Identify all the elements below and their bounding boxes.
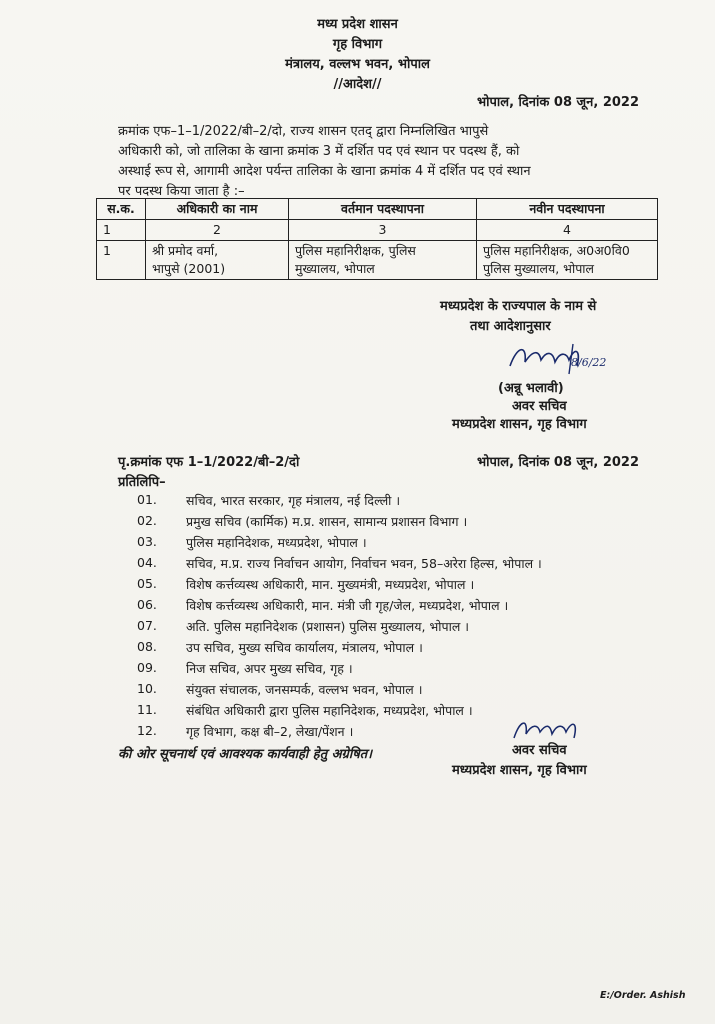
list-item-number: 07. bbox=[137, 618, 157, 633]
signature-date: 8/6/22 bbox=[571, 356, 607, 369]
list-item: विशेष कर्त्तव्यस्थ अधिकारी, मान. मुख्यमंत्री, मध्यप्रदेश, भोपाल । bbox=[186, 577, 475, 592]
list-item-number: 08. bbox=[137, 639, 157, 654]
copy-label: प्रतिलिपि– bbox=[118, 475, 166, 490]
order-para-line: अधिकारी को, जो तालिका के खाना क्रमांक 3 में दर्शित पद एवं स्थान पर पदस्थ हैं, को bbox=[118, 144, 520, 159]
list-item-number: 12. bbox=[137, 723, 157, 738]
list-item-number: 04. bbox=[137, 555, 157, 570]
signatory2-designation: अवर सचिव bbox=[512, 743, 567, 758]
list-item: उप सचिव, मुख्य सचिव कार्यालय, मंत्रालय, भोपाल । bbox=[186, 640, 423, 655]
list-item-number: 06. bbox=[137, 597, 157, 612]
order-para-line: पर पदस्थ किया जाता है :– bbox=[118, 184, 245, 199]
col-header-current: वर्तमान पदस्थापना bbox=[289, 199, 477, 220]
endorsement-date: भोपाल, दिनांक 08 जून, 2022 bbox=[477, 455, 640, 470]
col-number: 3 bbox=[289, 220, 477, 241]
list-item-number: 02. bbox=[137, 513, 157, 528]
order-para-line: अस्थाई रूप से, आगामी आदेश पर्यन्त तालिका के खाना क्रमांक 4 में दर्शित पद एवं स्थान bbox=[118, 164, 531, 179]
order-paragraph bbox=[118, 122, 653, 202]
list-item: विशेष कर्त्तव्यस्थ अधिकारी, मान. मंत्री जी गृह/जेल, मध्यप्रदेश, भोपाल । bbox=[186, 598, 509, 613]
list-item: संबंधित अधिकारी द्वारा पुलिस महानिदेशक, मध्यप्रदेश, भोपाल । bbox=[186, 703, 473, 718]
list-item: सचिव, भारत सरकार, गृह मंत्रालय, नई दिल्ली । bbox=[186, 493, 401, 508]
new-posting-line1: पुलिस महानिरीक्षक, अ0अ0वि0 bbox=[483, 243, 630, 258]
officer-name: श्री प्रमोद वर्मा, bbox=[152, 243, 219, 258]
table-number-row bbox=[97, 220, 658, 241]
cell-sn: 1 bbox=[97, 241, 146, 280]
authority-line1: मध्यप्रदेश के राज्यपाल के नाम से bbox=[440, 299, 597, 314]
cell-name bbox=[146, 241, 289, 280]
header-address: मंत्रालय, वल्लभ भवन, भोपाल bbox=[285, 57, 430, 72]
order-date: भोपाल, दिनांक 08 जून, 2022 bbox=[477, 95, 640, 110]
endorsement-number: पृ.क्रमांक एफ 1–1/2022/बी–2/दो bbox=[118, 455, 300, 470]
signatory2-dept: मध्यप्रदेश शासन, गृह विभाग bbox=[452, 763, 587, 778]
col-number: 4 bbox=[477, 220, 658, 241]
current-posting-line1: पुलिस महानिरीक्षक, पुलिस bbox=[295, 243, 416, 258]
col-header-name: अधिकारी का नाम bbox=[146, 199, 289, 220]
col-header-sn: स.क. bbox=[97, 199, 146, 220]
new-posting-line2: पुलिस मुख्यालय, भोपाल bbox=[483, 261, 595, 276]
order-para-line: क्रमांक एफ–1–1/2022/बी–2/दो, राज्य शासन एतद् द्वारा निम्नलिखित भापुसे bbox=[118, 124, 489, 139]
current-posting-line2: मुख्यालय, भोपाल bbox=[295, 261, 375, 276]
list-item: अति. पुलिस महानिदेशक (प्रशासन) पुलिस मुख्यालय, भोपाल । bbox=[186, 619, 470, 634]
officer-batch: भापुसे (2001) bbox=[152, 261, 226, 276]
header-dept: गृह विभाग bbox=[332, 37, 383, 52]
list-item: प्रमुख सचिव (कार्मिक) म.प्र. शासन, सामान्य प्रशासन विभाग । bbox=[186, 514, 468, 529]
signature-mark bbox=[505, 336, 615, 380]
list-item-number: 11. bbox=[137, 702, 157, 717]
list-item-number: 03. bbox=[137, 534, 157, 549]
list-item-number: 01. bbox=[137, 492, 157, 507]
col-number: 2 bbox=[146, 220, 289, 241]
list-item-number: 09. bbox=[137, 660, 157, 675]
cell-current-posting bbox=[289, 241, 477, 280]
closing-line: की ओर सूचनार्थ एवं आवश्यक कार्यवाही हेतु अग्रेषित। bbox=[118, 747, 373, 762]
table-row bbox=[97, 241, 658, 280]
table-header-row bbox=[97, 199, 658, 220]
header-govt: मध्य प्रदेश शासन bbox=[317, 17, 398, 32]
posting-table bbox=[96, 198, 658, 280]
list-item: सचिव, म.प्र. राज्य निर्वाचन आयोग, निर्वाचन भवन, 58–अरेरा हिल्स, भोपाल । bbox=[186, 556, 542, 571]
signatory-dept: मध्यप्रदेश शासन, गृह विभाग bbox=[452, 417, 587, 432]
list-item-number: 05. bbox=[137, 576, 157, 591]
order-title: //आदेश// bbox=[333, 77, 382, 92]
authority-line2: तथा आदेशानुसार bbox=[470, 319, 551, 334]
cell-new-posting bbox=[477, 241, 658, 280]
col-number: 1 bbox=[97, 220, 146, 241]
col-header-new: नवीन पदस्थापना bbox=[477, 199, 658, 220]
list-item: निज सचिव, अपर मुख्य सचिव, गृह । bbox=[186, 661, 353, 676]
list-item: पुलिस महानिदेशक, मध्यप्रदेश, भोपाल । bbox=[186, 535, 367, 550]
list-item-number: 10. bbox=[137, 681, 157, 696]
signatory-name: (अन्नू भलावी) bbox=[498, 381, 564, 396]
list-item: गृह विभाग, कक्ष बी–2, लेखा/पेंशन । bbox=[186, 724, 354, 739]
file-reference: E:/Order. Ashish bbox=[600, 990, 686, 1001]
list-item: संयुक्त संचालक, जनसम्पर्क, वल्लभ भवन, भोपाल । bbox=[186, 682, 423, 697]
signatory-designation: अवर सचिव bbox=[512, 399, 567, 414]
